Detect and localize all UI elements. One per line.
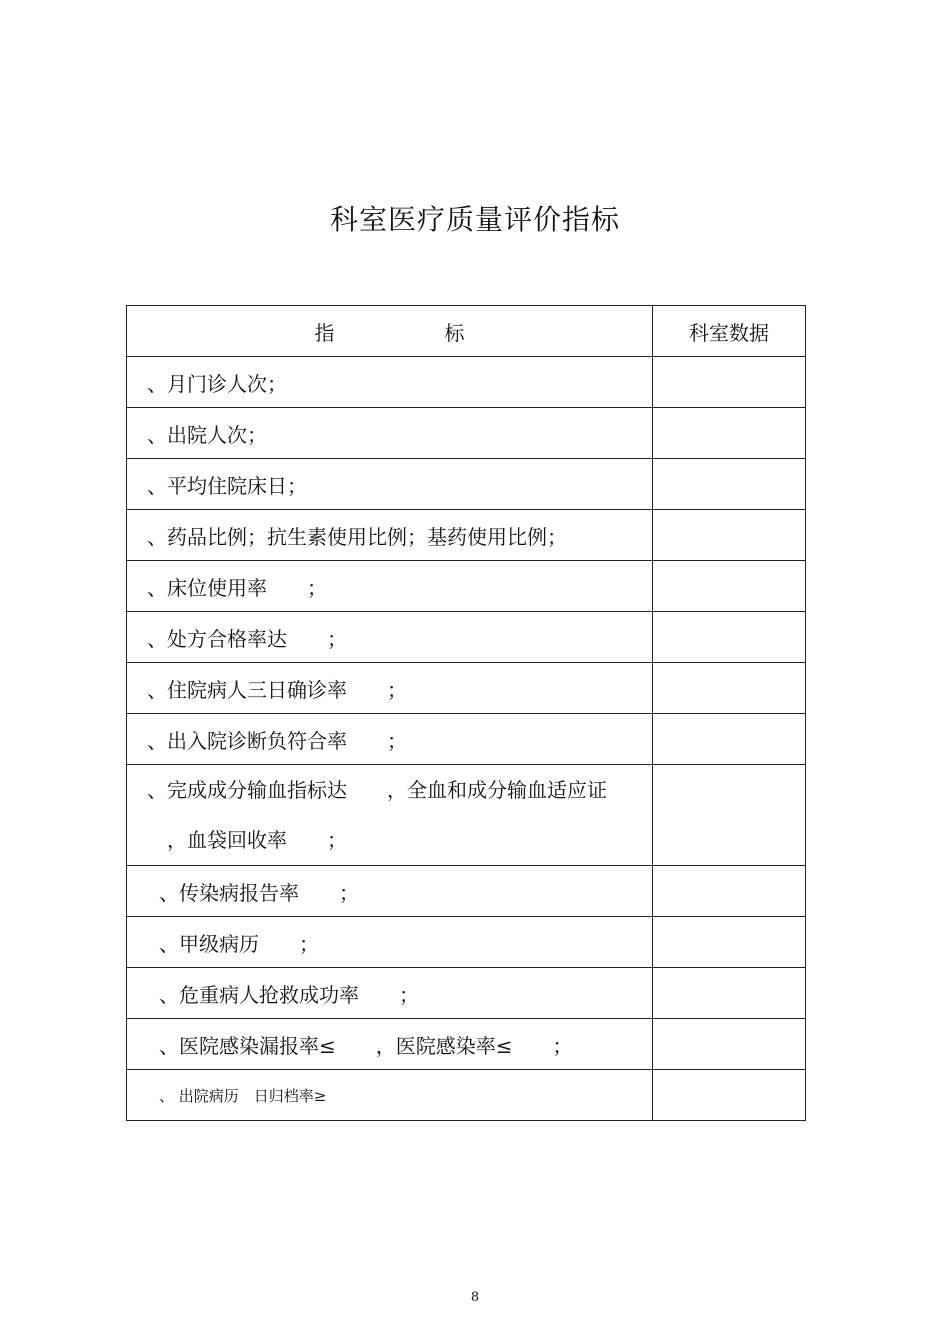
data-cell[interactable] <box>653 866 806 917</box>
indicator-header-left: 指 <box>314 320 335 345</box>
quality-indicator-table <box>126 305 806 1121</box>
indicator-cell <box>127 765 653 866</box>
table-row <box>127 612 806 663</box>
indicator-line: ，血袋回收率 ； <box>147 828 347 852</box>
data-cell[interactable] <box>653 663 806 714</box>
table-row <box>127 917 806 968</box>
data-cell[interactable] <box>653 968 806 1019</box>
table-row <box>127 408 806 459</box>
table-row <box>127 663 806 714</box>
table-row <box>127 866 806 917</box>
data-cell[interactable] <box>653 714 806 765</box>
data-cell[interactable] <box>653 357 806 408</box>
data-cell[interactable] <box>653 1019 806 1070</box>
indicator-line: 、完成成分输血指标达 ，全血和成分输血适应证 <box>147 778 607 802</box>
indicator-cell: 、危重病人抢救成功率 ； <box>127 968 653 1019</box>
data-cell[interactable] <box>653 612 806 663</box>
data-cell[interactable] <box>653 459 806 510</box>
data-cell[interactable] <box>653 408 806 459</box>
page-title: 科室医疗质量评价指标 <box>329 203 620 236</box>
indicator-cell: 、医院感染漏报率≤ ，医院感染率≤ ； <box>127 1019 653 1070</box>
table-row <box>127 459 806 510</box>
indicator-header-right: 标 <box>444 320 465 345</box>
indicator-cell: 、出入院诊断负符合率 ； <box>127 714 653 765</box>
indicator-cell: 、床位使用率 ； <box>127 561 653 612</box>
indicator-cell: 、处方合格率达 ； <box>127 612 653 663</box>
table-row <box>127 510 806 561</box>
indicator-cell: 、平均住院床日； <box>127 459 653 510</box>
indicator-cell: 、 出院病历 日归档率≥ <box>127 1070 653 1121</box>
indicator-cell: 、出院人次； <box>127 408 653 459</box>
indicator-cell: 、甲级病历 ； <box>127 917 653 968</box>
data-cell[interactable] <box>653 1070 806 1121</box>
indicator-cell: 、传染病报告率 ； <box>127 866 653 917</box>
page-number: 8 <box>470 1290 480 1305</box>
data-cell[interactable] <box>653 765 806 866</box>
indicator-cell: 、住院病人三日确诊率 ； <box>127 663 653 714</box>
data-cell[interactable] <box>653 561 806 612</box>
table-row <box>127 1070 806 1121</box>
table-row <box>127 561 806 612</box>
table-row <box>127 1019 806 1070</box>
data-column-header: 科室数据 <box>653 306 806 357</box>
table-row <box>127 357 806 408</box>
table-header-row <box>127 306 806 357</box>
data-cell[interactable] <box>653 917 806 968</box>
indicator-cell: 、月门诊人次； <box>127 357 653 408</box>
data-cell[interactable] <box>653 510 806 561</box>
indicator-column-header <box>127 306 653 357</box>
table-row <box>127 968 806 1019</box>
table-row <box>127 765 806 866</box>
indicator-cell: 、药品比例；抗生素使用比例；基药使用比例； <box>127 510 653 561</box>
table-row <box>127 714 806 765</box>
